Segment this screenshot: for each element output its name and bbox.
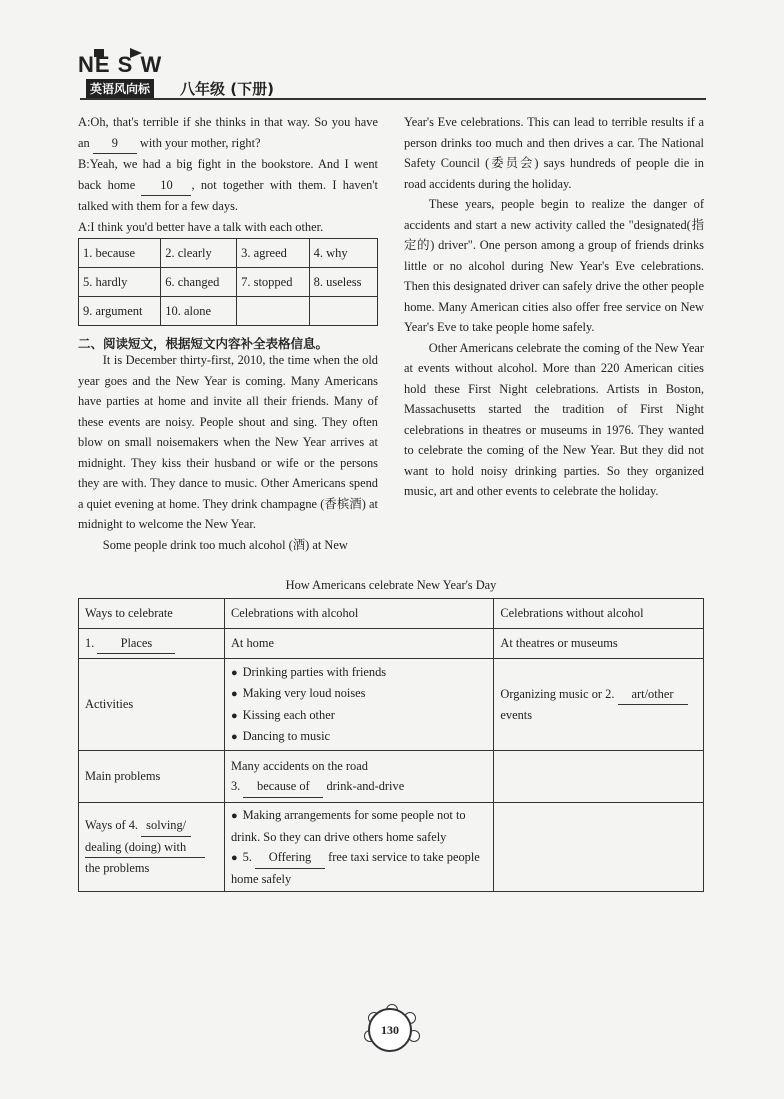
- section-title: 二、阅读短文，根据短文内容补全表格信息。: [78, 336, 329, 351]
- table-cell: Ways of 4. solving/ dealing (doing) with the problems: [79, 803, 225, 892]
- dialog: [78, 112, 378, 237]
- list-item: ● Making arrangements for some people not to drink. So they can drive others home safely: [231, 805, 487, 847]
- table-cell: Many accidents on the road 3. because of drink-and-drive: [224, 751, 493, 803]
- header-cell: Ways to celebrate: [79, 599, 225, 629]
- paragraph: Year's Eve celebrations. This can lead to terrible results if a person drinks too much and then drives a car. The National Safety Council (委员会) says hundreds of people die in road accidents during the holiday.: [404, 115, 704, 191]
- passage-right: [404, 112, 704, 502]
- paragraph: These years, people begin to realize the danger of accidents and start a new activity called the "designated(指定的) driver". One person among a group of friends drinks little or no alcohol during New Year's Eve celebrations. Then this designated driver can safely drive the other people home. Many American cities also offer free service on New Year's Eve to take people home safely.: [404, 197, 704, 334]
- answer-blank: 10: [141, 175, 191, 197]
- table-cell: Activities: [79, 659, 225, 751]
- paragraph: Some people drink too much alcohol (酒) at New: [102, 537, 348, 552]
- answer-blank: 9: [93, 133, 137, 155]
- word-option: 8. useless: [309, 268, 377, 297]
- word-option: 2. clearly: [161, 239, 237, 268]
- answer-blank: because of: [243, 776, 323, 798]
- table-cell: [224, 659, 493, 751]
- table-cell: At theatres or museums: [494, 629, 704, 659]
- passage-left: [78, 350, 378, 555]
- answer-blank: Offering: [255, 847, 325, 869]
- table-caption: How Americans celebrate New Year's Day: [285, 578, 497, 592]
- answer-blank: Places: [97, 633, 175, 655]
- header-rule: [80, 98, 706, 100]
- word-option: 7. stopped: [237, 268, 310, 297]
- word-option: 10. alone: [161, 297, 237, 326]
- dialog-line: A:I think you'd better have a talk with each other.: [78, 219, 324, 234]
- word-option: [309, 297, 377, 326]
- grade-label: 八年级 (下册): [180, 80, 274, 98]
- table-cell: [494, 751, 704, 803]
- dialog-line: A:Oh, that's terrible if she thinks in that way. So you have an 9 with your mother, right?: [78, 112, 378, 154]
- answer-blank: solving/: [141, 815, 191, 837]
- table-cell: Main problems: [79, 751, 225, 803]
- word-option: 6. changed: [161, 268, 237, 297]
- logo: [76, 46, 168, 98]
- table-row: [79, 659, 704, 751]
- list-item: ● Dancing to music: [231, 726, 487, 748]
- word-option: [237, 297, 310, 326]
- paragraph: It is December thirty-first, 2010, the time when the old year goes and the New Year is coming. Many Americans have parties at home and invite all their friends. Many of these events are noisy. People shout and sing. They often blow on small noisemakers when the New Year arrives at midnight. They kiss their husband or wife or the persons they are with. They dance to music. Other Americans spend a quiet evening at home. They drink champagne (香槟酒) at midnight to welcome the New Year.: [78, 353, 378, 531]
- word-option: 5. hardly: [79, 268, 161, 297]
- logo-label: 英语风向标: [86, 79, 154, 98]
- table-row: [79, 751, 704, 803]
- list-item: ● 5. Offering free taxi service to take people home safely: [231, 847, 487, 889]
- table-cell: At home: [224, 629, 493, 659]
- answer-blank: dealing (doing) with: [85, 837, 205, 859]
- table-cell: [224, 803, 493, 892]
- header-cell: Celebrations without alcohol: [494, 599, 704, 629]
- paragraph: Other Americans celebrate the coming of the New Year at events without alcohol. More than 220 American cities hold these First Night celebrations. Artists in Boston, Massachusetts started the tradition of First Night celebrations in theatres or museums in 1976. They wanted to celebrate the coming of the New Year. But they did not want to hold noisy drinking parties. So they organized music, art and other events to celebrate the holiday.: [404, 340, 704, 498]
- answer-blank: art/other: [618, 684, 688, 706]
- table-row: [79, 803, 704, 892]
- table-cell: [494, 803, 704, 892]
- header-cell: Celebrations with alcohol: [224, 599, 493, 629]
- list-item: ● Drinking parties with friends: [231, 662, 487, 684]
- logo-letters: NE S W: [78, 52, 163, 77]
- word-option: 9. argument: [79, 297, 161, 326]
- table-cell: Organizing music or 2. art/other events: [494, 659, 704, 751]
- dialog-line: B:Yeah, we had a big fight in the bookstore. And I went back home 10 , not together with them. I haven't talked with them for a few days.: [78, 157, 378, 213]
- list-item: ● Kissing each other: [231, 705, 487, 727]
- table-header-row: [79, 599, 704, 629]
- list-item: ● Making very loud noises: [231, 683, 487, 705]
- table-row: [79, 629, 704, 659]
- word-option: 3. agreed: [237, 239, 310, 268]
- table-cell: 1. Places: [79, 629, 225, 659]
- word-box: [78, 238, 378, 326]
- word-option: 1. because: [79, 239, 161, 268]
- word-option: 4. why: [309, 239, 377, 268]
- page-number: 130: [368, 1008, 412, 1052]
- celebration-table: [78, 598, 704, 892]
